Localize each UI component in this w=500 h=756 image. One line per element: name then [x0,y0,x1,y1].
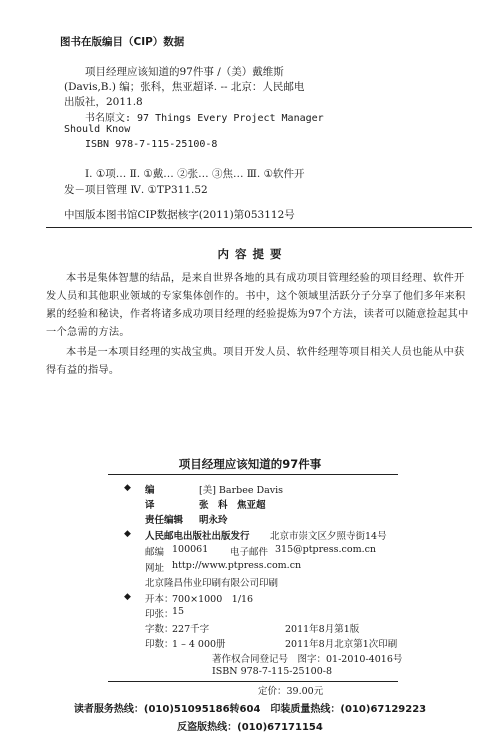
email-value: 315@ptpress.com.cn [275,544,377,555]
cip-line-publisher: 出版社，2011.8 [64,96,143,108]
bullet-icon: ◆ [124,483,131,493]
cip-subject-line-1: Ⅰ. ①项… Ⅱ. ①戴… ②张… ③焦… Ⅲ. ①软件开 [85,168,305,180]
cip-line-original-title: 书名原文: 97 Things Every Project Manager [85,113,324,124]
summary-title: 内 容 提 要 [217,247,283,261]
resp-editor-name: 明永玲 [199,515,228,526]
email-label: 电子邮件 [230,547,269,558]
summary-p1-line: 发人员和其他职业领域的专家集体创作的。书中，这个领域里活跃分子分享了他们多年来积 [46,291,466,302]
words-value: 227千字 [172,624,210,635]
translator-label: 译 [145,500,155,511]
sheets-value: 15 [172,606,185,617]
publisher-address: 北京市崇文区夕照寺街14号 [270,531,387,542]
cip-line-original-title-cont: Should Know [64,124,131,135]
summary-p2-line: 本书是一本项目经理的实战宝典。项目开发人员、软件经理等项目相关人员也能从中获 [66,347,465,358]
cip-isbn: ISBN 978-7-115-25100-8 [85,139,218,150]
summary-paragraph-1 [46,270,472,342]
postcode-label: 邮编 [145,547,165,558]
colophon-isbn: ISBN 978-7-115-25100-8 [212,666,332,677]
printing-value: 2011年8月北京第1次印刷 [285,639,398,650]
cip-line-title: 项目经理应该知道的97件事 /（美）戴维斯 [85,66,284,78]
postcode-value: 100061 [172,544,209,555]
website-value: http://www.ptpress.com.cn [172,560,302,571]
service-hotline: 读者服务热线：(010)51095186转604 印装质量热线：(010)67129223 [73,704,427,715]
words-label: 字数： [145,624,174,635]
publisher-name: 人民邮电出版社出版发行 [145,531,250,542]
resp-editor-label: 责任编辑 [145,515,184,526]
bullet-icon: ◆ [124,592,131,602]
format-value: 700×1000 1/16 [172,594,254,605]
summary-paragraph-2 [46,344,472,380]
sheets-label: 印张： [145,609,174,620]
translator-names: 张 科 焦亚超 [199,500,266,511]
copyright-registration: 著作权合同登记号 图字：01-2010-4016号 [212,654,403,665]
printer-name: 北京隆昌伟业印刷有限公司印刷 [145,578,279,589]
print-count-label: 印数： [145,639,174,650]
cip-subject-line-2: 发－项目管理 Ⅳ. ①TP311.52 [64,184,208,196]
piracy-hotline: 反盗版热线：(010)67171154 [177,722,323,733]
editor-label: 编 [145,485,155,496]
cip-line-authors: (Davis,B.) 编；张科，焦亚超译. -- 北京：人民邮电 [64,81,305,93]
format-label: 开本： [145,594,174,605]
colophon-rule-bottom [108,681,398,682]
print-count-value: 1 – 4 000册 [172,639,226,650]
summary-p1-line: 本书是集体智慧的结晶，是来自世界各地的具有成功项目管理经验的项目经理、软件开 [66,273,465,284]
colophon-rule-top [108,474,398,475]
bullet-icon: ◆ [124,529,131,539]
price: 定价：39.00元 [258,686,324,697]
summary-p1-line: 累的经验和秘诀，作者将诸多成功项目经理的经验提炼为97个方法，读者可以随意捡起其中 [46,309,469,320]
summary-p1-line: 一个急需的方法。 [46,327,130,338]
summary-p2-line: 得有益的指导。 [46,365,120,376]
cip-number: 中国版本图书馆CIP数据核字(2011)第053112号 [64,209,295,221]
edition-value: 2011年8月第1版 [285,624,360,635]
website-label: 网址 [145,563,165,574]
cip-heading: 图书在版编目（CIP）数据 [60,36,185,48]
divider-top [46,227,472,228]
editor-name: [美] Barbee Davis [199,485,284,496]
colophon-book-title: 项目经理应该知道的97件事 [178,457,322,471]
